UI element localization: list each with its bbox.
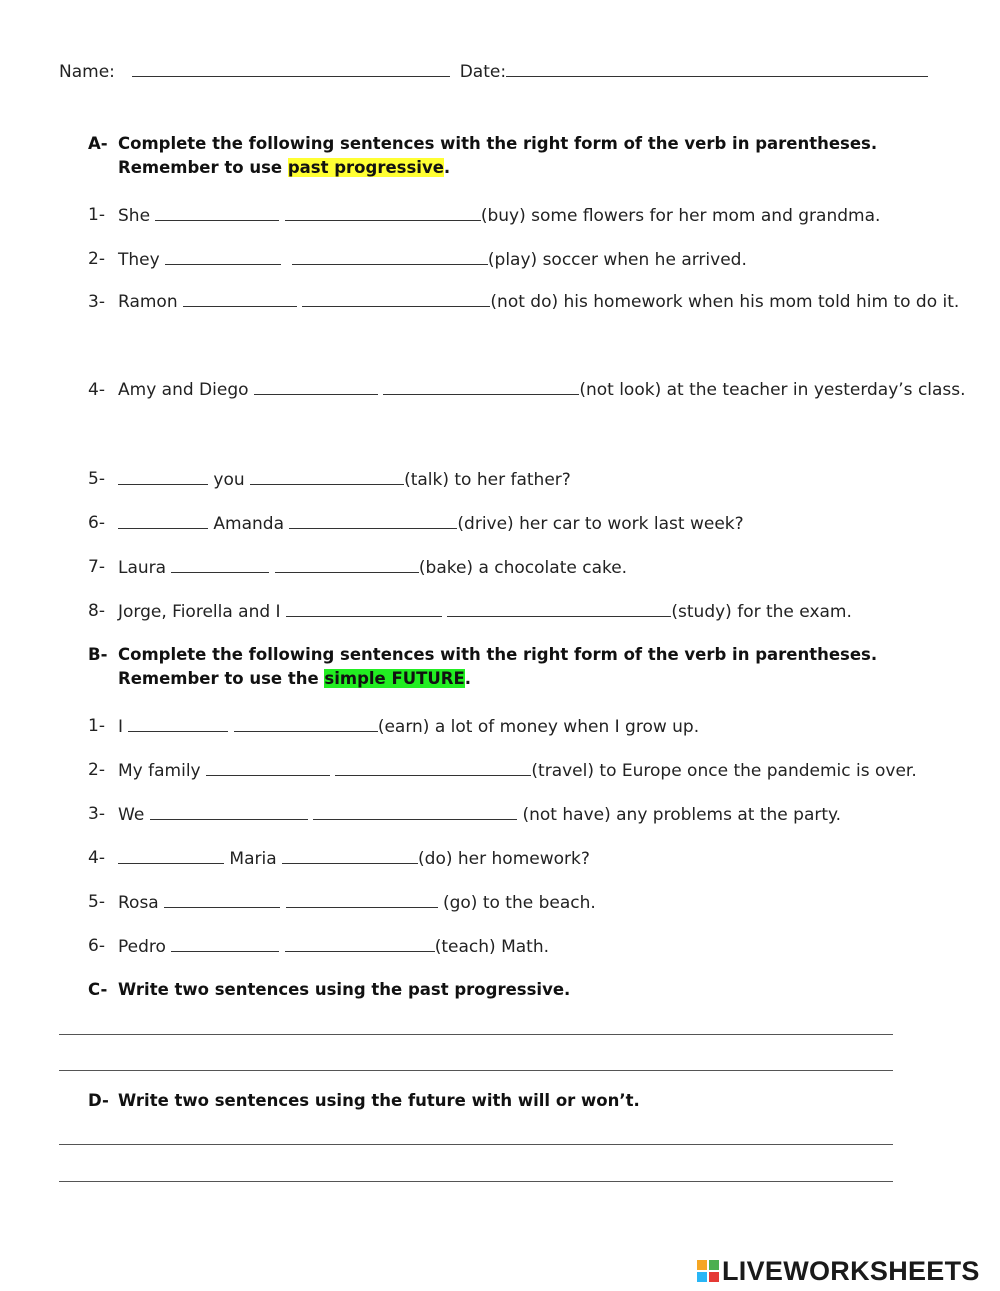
section-d-instruction: Write two sentences using the future with will or won’t.: [118, 1091, 640, 1110]
section-b-highlight: simple FUTURE: [324, 669, 465, 688]
section-a-heading: A- Complete the following sentences with the right form of the verb in parentheses. Remember to use past progressive.: [88, 134, 878, 177]
section-b-item-5: 5- Rosa (go) to the beach.: [88, 892, 596, 913]
answer-blank[interactable]: [313, 803, 517, 820]
answer-blank[interactable]: [150, 803, 308, 820]
answer-blank[interactable]: [128, 715, 228, 732]
answer-blank[interactable]: [171, 556, 269, 573]
answer-blank[interactable]: [289, 512, 457, 529]
answer-blank[interactable]: [302, 290, 490, 307]
section-a-item-3: 3- Ramon (not do) his homework when his mom told him to do it.: [88, 292, 960, 312]
section-a-item-8: 8- Jorge, Fiorella and I (study) for the exam.: [88, 601, 852, 622]
answer-blank[interactable]: [206, 759, 330, 776]
date-field[interactable]: [506, 60, 928, 77]
answer-blank[interactable]: [275, 556, 419, 573]
section-a-item-6: 6- Amanda (drive) her car to work last week?: [88, 513, 744, 534]
answer-blank[interactable]: [171, 935, 279, 952]
section-a-highlight: past progressive: [287, 158, 444, 177]
name-label: Name:: [59, 62, 115, 82]
section-a-item-1: 1- She (buy) some flowers for her mom and grandma.: [88, 205, 881, 226]
section-c-instruction: Write two sentences using the past progressive.: [118, 980, 571, 999]
section-d-letter: D-: [88, 1091, 109, 1110]
answer-blank[interactable]: [254, 378, 378, 395]
answer-blank[interactable]: [383, 378, 579, 395]
section-b-item-2: 2- My family (travel) to Europe once the pandemic is over.: [88, 760, 917, 781]
answer-blank[interactable]: [335, 759, 531, 776]
section-b-item-3: 3- We (not have) any problems at the party.: [88, 804, 842, 825]
section-b-item-4: 4- Maria (do) her homework?: [88, 848, 590, 869]
answer-blank[interactable]: [282, 847, 418, 864]
answer-line[interactable]: [59, 1070, 893, 1071]
answer-blank[interactable]: [285, 935, 435, 952]
section-b-instruction: Complete the following sentences with the right form of the verb in parentheses. Remember to use the: [118, 645, 878, 688]
section-a-item-4: 4- Amy and Diego (not look) at the teacher in yesterday’s class.: [88, 380, 966, 400]
answer-blank[interactable]: [292, 248, 488, 265]
section-a-item-5: 5- you (talk) to her father?: [88, 469, 571, 490]
section-b-item-6: 6- Pedro (teach) Math.: [88, 936, 549, 957]
answer-line[interactable]: [59, 1144, 893, 1145]
section-b-item-1: 1- I (earn) a lot of money when I grow up.: [88, 716, 700, 737]
answer-blank[interactable]: [118, 468, 208, 485]
answer-blank[interactable]: [183, 290, 297, 307]
answer-blank[interactable]: [155, 204, 279, 221]
date-label: Date:: [459, 62, 507, 82]
answer-blank[interactable]: [286, 600, 442, 617]
name-date-row: [59, 60, 928, 82]
answer-blank[interactable]: [285, 204, 481, 221]
answer-blank[interactable]: [234, 715, 378, 732]
answer-blank[interactable]: [447, 600, 671, 617]
section-b-heading: B- Complete the following sentences with the right form of the verb in parentheses. Remember to use the simple FUTURE.: [88, 645, 878, 688]
answer-blank[interactable]: [165, 248, 281, 265]
answer-blank[interactable]: [118, 512, 208, 529]
section-b-letter: B-: [88, 645, 108, 664]
answer-blank[interactable]: [286, 891, 438, 908]
answer-blank[interactable]: [164, 891, 280, 908]
answer-blank[interactable]: [118, 847, 224, 864]
answer-line[interactable]: [59, 1181, 893, 1182]
liveworksheets-logo: [697, 1257, 980, 1285]
name-field[interactable]: [132, 60, 450, 77]
section-d-heading: [88, 1089, 948, 1113]
section-c-letter: C-: [88, 980, 108, 999]
logo-text: LIVEWORKSHEETS: [722, 1256, 980, 1286]
section-c-heading: [88, 978, 948, 1002]
section-a-letter: A-: [88, 134, 108, 153]
answer-blank[interactable]: [250, 468, 404, 485]
section-a-item-7: 7- Laura (bake) a chocolate cake.: [88, 557, 628, 578]
logo-blocks-icon: [697, 1260, 719, 1282]
section-a-instruction: Complete the following sentences with the right form of the verb in parentheses. Remember to use: [118, 134, 878, 177]
answer-line[interactable]: [59, 1034, 893, 1035]
section-a-item-2: 2- They (play) soccer when he arrived.: [88, 249, 747, 270]
